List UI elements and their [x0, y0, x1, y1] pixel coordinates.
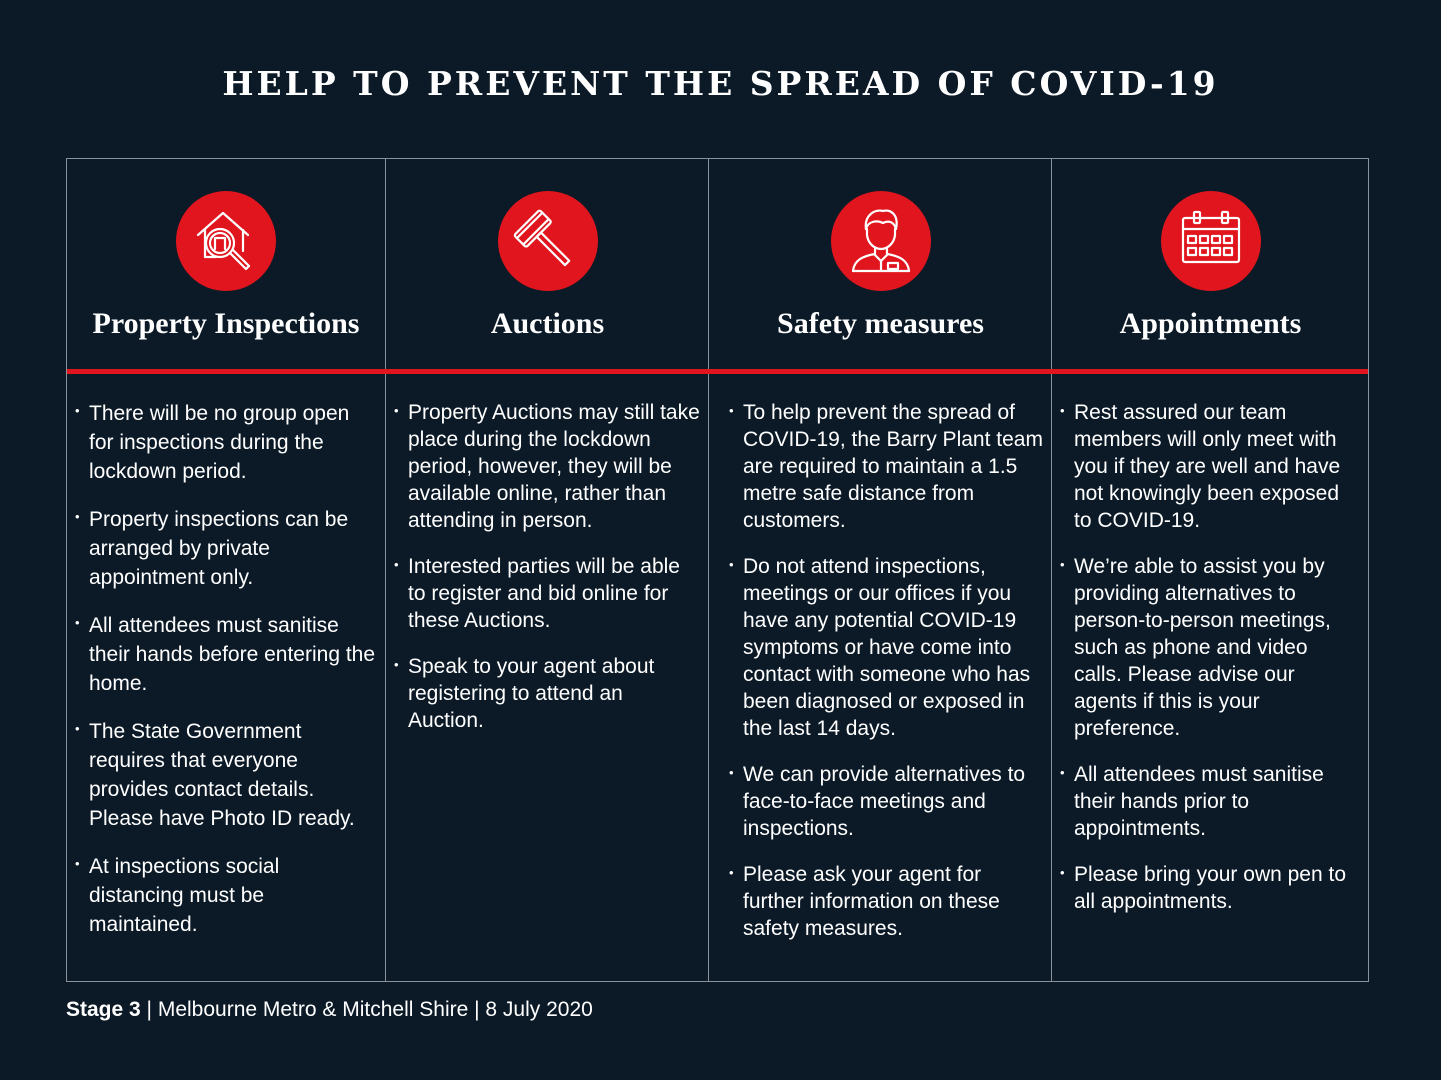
column-auctions [385, 159, 709, 981]
bullet-item: • Property Auctions may still take place during the lockdown period, however, they will be available online, rather than attending in person. [394, 399, 701, 534]
column-appointments [1051, 159, 1369, 981]
page-title: HELP TO PREVENT THE SPREAD OF COVID-19 [222, 64, 1219, 103]
bullet-item: • We’re able to assist you by providing alternatives to person-to-person meetings, such as phone and video calls. Please advise our agents if this is your preference. [1060, 553, 1361, 742]
bullet-item: • There will be no group open for inspections during the lockdown period. [75, 399, 377, 486]
column-property-inspections [67, 159, 385, 981]
bullet-list [729, 399, 1044, 961]
red-divider [67, 369, 1368, 374]
column-title: Safety measures [777, 307, 984, 340]
footer-details: | Melbourne Metro & Mitchell Shire | 8 July 2020 [140, 998, 593, 1021]
bullet-item: • Interested parties will be able to register and bid online for these Auctions. [394, 553, 701, 634]
bullet-item: • Do not attend inspections, meetings or our offices if you have any potential COVID-19 symptoms or have come into contact with someone who has been diagnosed or exposed in the last 14 days. [729, 553, 1044, 742]
bullet-item: • The State Government requires that everyone provides contact details. Please have Photo ID ready. [75, 717, 377, 833]
gavel-icon [498, 191, 598, 291]
person-icon [831, 191, 931, 291]
bullet-list [1060, 399, 1361, 934]
bullet-item: • Please bring your own pen to all appointments. [1060, 861, 1361, 915]
bullet-item: • To help prevent the spread of COVID-19, the Barry Plant team are required to maintain a 1.5 metre safe distance from customers. [729, 399, 1044, 534]
bullet-item: • Please ask your agent for further information on these safety measures. [729, 861, 1044, 942]
bullet-item: • All attendees must sanitise their hands before entering the home. [75, 611, 377, 698]
bullet-item: • At inspections social distancing must be maintained. [75, 852, 377, 939]
bullet-item: • Property inspections can be arranged by private appointment only. [75, 505, 377, 592]
calendar-icon [1161, 191, 1261, 291]
bullet-item: • Speak to your agent about registering to attend an Auction. [394, 653, 701, 734]
column-title: Property Inspections [92, 307, 360, 340]
bullet-item: • All attendees must sanitise their hands prior to appointments. [1060, 761, 1361, 842]
info-grid [66, 158, 1369, 982]
bullet-item: • We can provide alternatives to face-to-face meetings and inspections. [729, 761, 1044, 842]
footer-stage: Stage 3 [66, 998, 141, 1021]
bullet-item: • Rest assured our team members will only meet with you if they are well and have not knowingly been exposed to COVID-19. [1060, 399, 1361, 534]
bullet-list [394, 399, 701, 753]
column-safety-measures [708, 159, 1052, 981]
bullet-list [75, 399, 377, 958]
column-title: Auctions [490, 307, 605, 340]
column-title: Appointments [1119, 307, 1302, 340]
house-magnifier-icon [176, 191, 276, 291]
footer [66, 996, 593, 1024]
